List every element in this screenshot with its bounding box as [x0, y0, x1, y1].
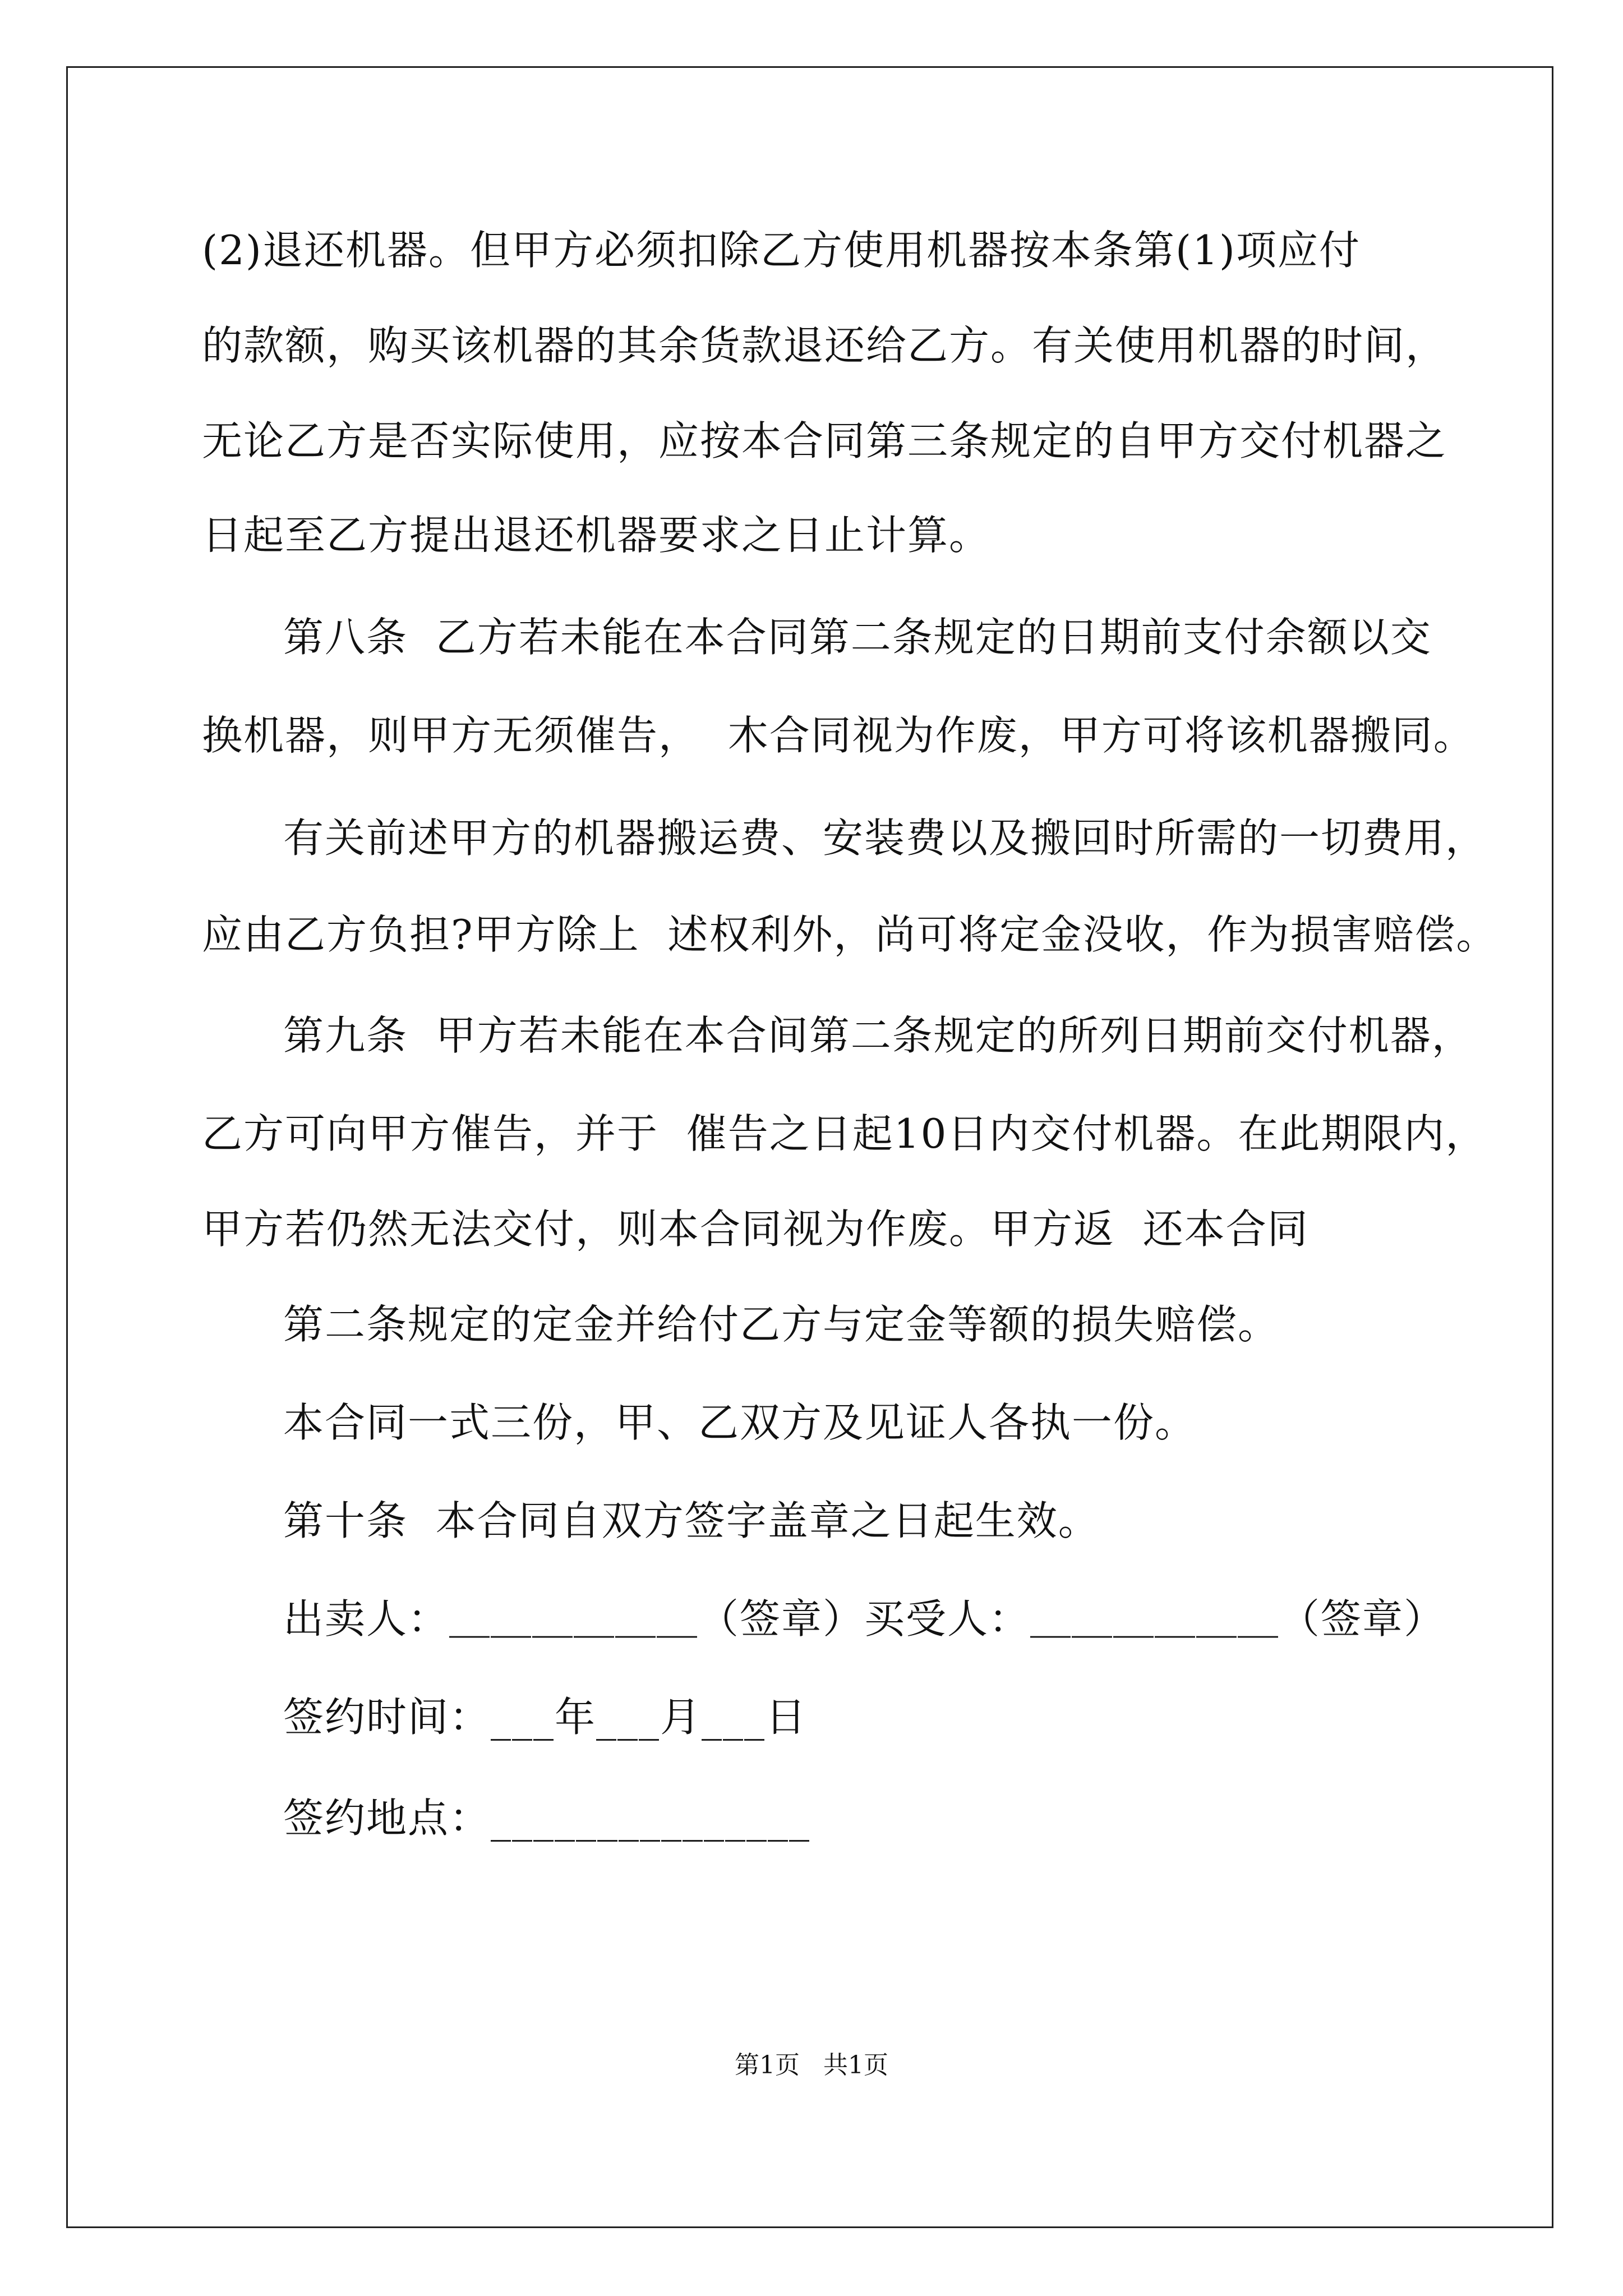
text-line: 第八条 乙方若未能在本合同第二条规定的日期前支付余额以交 — [283, 614, 1432, 661]
text-line: 乙方可向甲方催告，并于 催告之日起10日内交付机器。在此期限内， — [202, 1110, 1487, 1157]
text-line: (2)退还机器。但甲方必须扣除乙方使用机器按本条第(1)项应付 — [202, 227, 1361, 274]
text-line: 本合同一式三份，甲、乙双方及见证人各执一份。 — [283, 1399, 1197, 1446]
text-line: 第九条 甲方若未能在本合间第二条规定的所列日期前交付机器， — [283, 1012, 1473, 1059]
signature-line: 出卖人：＿＿＿＿＿＿（签章）买受人：＿＿＿＿＿＿（签章） — [283, 1595, 1446, 1642]
text-line: 无论乙方是否实际使用，应按本合同第三条规定的自甲方交付机器之 — [202, 417, 1447, 464]
text-line: 的款额，购买该机器的其余货款退还给乙方。有关使用机器的时间， — [202, 322, 1447, 369]
text-line: 日起至乙方提出退还机器要求之日止计算。 — [202, 512, 991, 559]
text-line: 第十条 本合同自双方签字盖章之日起生效。 — [283, 1497, 1100, 1544]
signing-date-line: 签约时间：___年___月___日 — [283, 1694, 808, 1741]
text-line: 应由乙方负担?甲方除上 述权利外，尚可将定金没收，作为损害赔偿。 — [202, 911, 1498, 958]
text-line: 甲方若仍然无法交付，则本合同视为作废。甲方返 还本合同 — [202, 1205, 1309, 1253]
signing-place-line: 签约地点：_______________ — [283, 1795, 811, 1842]
text-line: 第二条规定的定金并给付乙方与定金等额的损失赔偿。 — [283, 1301, 1280, 1348]
text-line: 换机器，则甲方无须催告， 木合同视为作废，甲方可将该机器搬同。 — [202, 712, 1475, 759]
page-number: 第1页 共1页 — [735, 2051, 888, 2079]
text-line: 有关前述甲方的机器搬运费、安装费以及搬回时所需的一切费用， — [283, 815, 1487, 862]
